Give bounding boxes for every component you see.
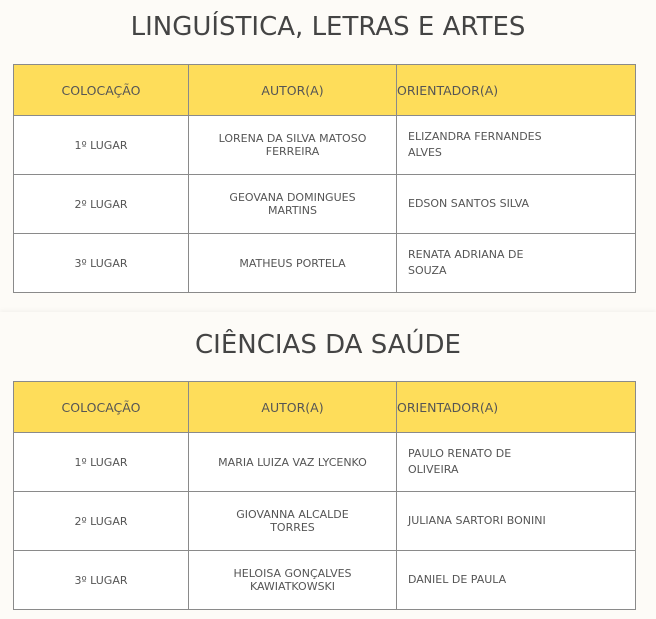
author-name: GEOVANA DOMINGUES MARTINS <box>229 191 356 217</box>
table-row <box>14 492 636 551</box>
header-autor: AUTOR(A) <box>189 65 397 116</box>
table-row <box>14 116 636 175</box>
advisor-name: JULIANA SARTORI BONINI <box>408 514 546 527</box>
section-linguistica <box>0 0 656 305</box>
section-ciencias-saude <box>0 312 656 619</box>
author-name: MARIA LUIZA VAZ LYCENKO <box>218 455 367 469</box>
author-cell <box>189 116 397 175</box>
advisor-cell <box>397 433 636 492</box>
place-cell: 2º LUGAR <box>14 492 189 551</box>
advisor-name: RENATA ADRIANA DE SOUZA <box>408 248 524 277</box>
table-row <box>14 551 636 610</box>
author-cell <box>189 551 397 610</box>
author-name: LORENA DA SILVA MATOSO FERREIRA <box>218 132 367 158</box>
author-cell <box>189 492 397 551</box>
author-name: HELOISA GONÇALVES KAWIATKOWSKI <box>233 567 352 593</box>
place-cell: 3º LUGAR <box>14 234 189 293</box>
advisor-cell <box>397 551 636 610</box>
advisor-cell <box>397 492 636 551</box>
advisor-name: ELIZANDRA FERNANDES ALVES <box>408 130 542 159</box>
header-colocacao: COLOCAÇÃO <box>14 382 189 433</box>
author-name: MATHEUS PORTELA <box>239 256 346 270</box>
advisor-cell <box>397 175 636 234</box>
header-autor: AUTOR(A) <box>189 382 397 433</box>
author-cell <box>189 234 397 293</box>
author-cell <box>189 433 397 492</box>
place-cell: 1º LUGAR <box>14 116 189 175</box>
place-cell: 3º LUGAR <box>14 551 189 610</box>
advisor-name: DANIEL DE PAULA <box>408 573 507 586</box>
header-colocacao: COLOCAÇÃO <box>14 65 189 116</box>
header-orientador: ORIENTADOR(A) <box>397 382 636 433</box>
table-row <box>14 175 636 234</box>
advisor-cell <box>397 234 636 293</box>
section-title: LINGUÍSTICA, LETRAS E ARTES <box>130 12 526 42</box>
place-cell: 2º LUGAR <box>14 175 189 234</box>
table-header-row <box>14 65 636 116</box>
author-cell <box>189 175 397 234</box>
header-orientador: ORIENTADOR(A) <box>397 65 636 116</box>
table-header-row <box>14 382 636 433</box>
place-cell: 1º LUGAR <box>14 433 189 492</box>
table-row <box>14 433 636 492</box>
advisor-cell <box>397 116 636 175</box>
results-table <box>13 64 636 293</box>
advisor-name: PAULO RENATO DE OLIVEIRA <box>408 447 512 476</box>
results-table <box>13 381 636 610</box>
table-row <box>14 234 636 293</box>
section-title: CIÊNCIAS DA SAÚDE <box>195 330 461 360</box>
advisor-name: EDSON SANTOS SILVA <box>408 197 530 210</box>
author-name: GIOVANNA ALCALDE TORRES <box>236 508 349 534</box>
